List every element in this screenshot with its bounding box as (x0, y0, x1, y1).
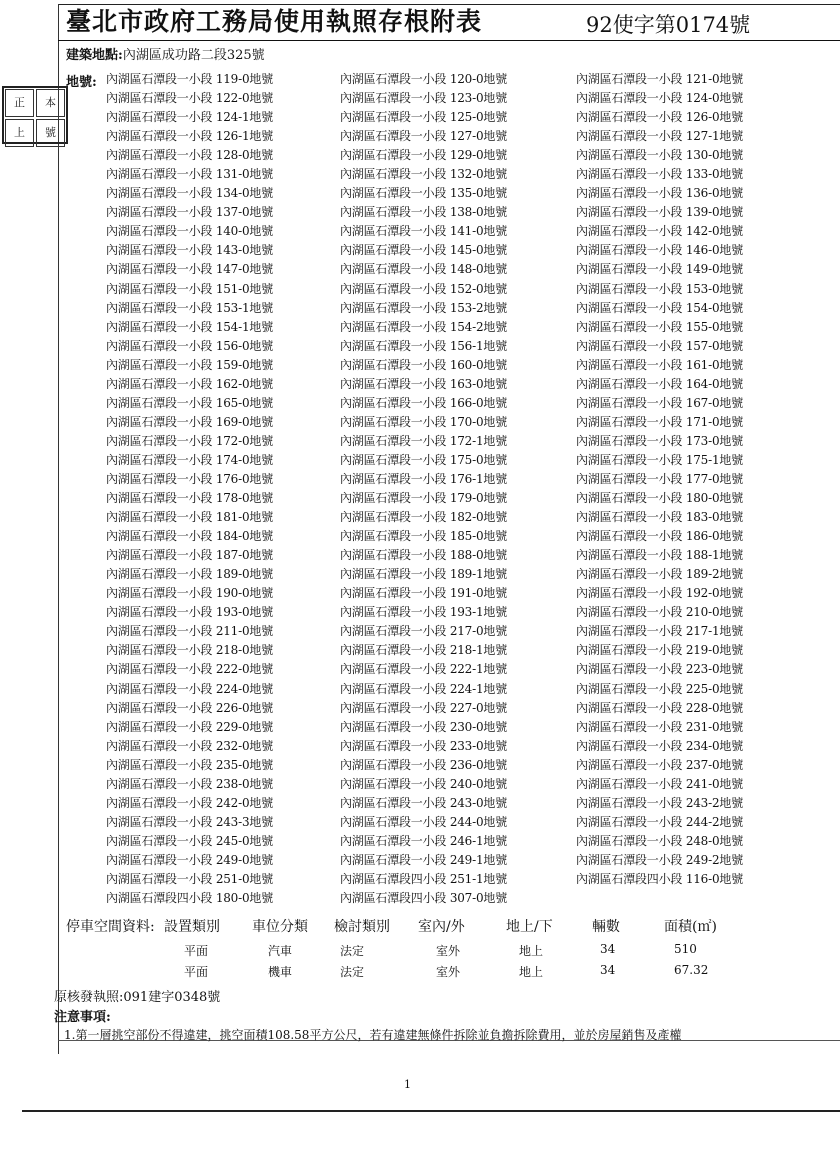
lot-entry: 內湖區石潭段一小段 132-0地號 (340, 167, 508, 182)
original-permit: 原核發執照:091建字0348號 (54, 990, 221, 1005)
lot-entry: 內湖區石潭段一小段 119-0地號 (106, 72, 274, 86)
parking-header: 輛數 (592, 919, 620, 935)
lot-entry: 內湖區石潭段一小段 129-0地號 (340, 148, 508, 163)
lot-entry: 內湖區石潭段一小段 217-1地號 (576, 624, 744, 639)
lot-entry: 內湖區石潭段一小段 210-0地號 (576, 605, 744, 620)
lot-entry: 內湖區石潭段四小段 180-0地號 (106, 891, 274, 906)
notes-title: 注意事項: (54, 1010, 111, 1025)
lot-entry: 內湖區石潭段一小段 183-0地號 (576, 510, 744, 525)
lot-entry: 內湖區石潭段一小段 218-1地號 (340, 643, 508, 658)
lot-entry: 內湖區石潭段一小段 153-1地號 (106, 300, 274, 315)
page-bottom-rule (22, 1110, 840, 1112)
lot-entry: 內湖區石潭段一小段 160-0地號 (340, 357, 508, 372)
lot-entry: 內湖區石潭段一小段 186-0地號 (576, 529, 744, 544)
lot-entry: 內湖區石潭段一小段 228-0地號 (576, 700, 744, 715)
lot-entry: 內湖區石潭段一小段 166-0地號 (340, 395, 508, 410)
lot-entry: 內湖區石潭段一小段 222-0地號 (106, 662, 274, 677)
lot-label: 地號: (66, 75, 97, 90)
lot-entry: 內湖區石潭段一小段 161-0地號 (576, 357, 744, 372)
lot-entry: 內湖區石潭段四小段 116-0地號 (576, 871, 744, 886)
parking-header: 檢討類別 (334, 919, 390, 935)
lot-entry: 內湖區石潭段一小段 165-0地號 (106, 395, 274, 410)
lot-entry: 內湖區石潭段一小段 187-0地號 (106, 548, 274, 563)
lot-entry: 內湖區石潭段一小段 127-0地號 (340, 129, 508, 144)
lot-entry: 內湖區石潭段一小段 136-0地號 (576, 186, 744, 201)
parking-header: 設置類別 (164, 919, 220, 935)
lot-entry: 內湖區石潭段一小段 156-1地號 (340, 338, 508, 353)
lot-entry: 內湖區石潭段一小段 189-0地號 (106, 567, 274, 582)
lot-entry: 內湖區石潭段一小段 179-0地號 (340, 491, 508, 506)
lot-entry: 內湖區石潭段一小段 180-0地號 (576, 491, 744, 506)
lot-entry: 內湖區石潭段一小段 248-0地號 (576, 833, 744, 848)
permit-number: 92使字第0174號 (586, 13, 751, 37)
building-address (66, 44, 265, 63)
parking-cell: 法定 (340, 944, 365, 958)
parking-header: 室內/外 (418, 919, 465, 935)
lot-entry: 內湖區石潭段一小段 243-0地號 (340, 795, 508, 810)
lot-entry: 內湖區石潭段一小段 244-2地號 (576, 814, 744, 829)
lot-entry: 內湖區石潭段一小段 190-0地號 (106, 586, 274, 601)
lot-entry: 內湖區石潭段一小段 148-0地號 (340, 262, 508, 277)
lot-entry: 內湖區石潭段一小段 175-1地號 (576, 452, 744, 467)
lot-entry: 內湖區石潭段一小段 170-0地號 (340, 414, 508, 429)
lot-column-2 (340, 70, 507, 908)
lot-entry: 內湖區石潭段一小段 175-0地號 (340, 452, 508, 467)
lot-entry: 內湖區石潭段一小段 218-0地號 (106, 643, 274, 658)
lot-entry: 內湖區石潭段一小段 134-0地號 (106, 186, 274, 201)
lot-entry: 內湖區石潭段一小段 153-2地號 (340, 300, 508, 315)
lot-entry: 內湖區石潭段一小段 125-0地號 (340, 110, 508, 125)
lot-entry: 內湖區石潭段一小段 249-1地號 (340, 852, 508, 867)
lot-entry: 內湖區石潭段一小段 135-0地號 (340, 186, 508, 201)
stamp-char: 本 (36, 89, 65, 117)
lot-entry: 內湖區石潭段一小段 138-0地號 (340, 205, 508, 220)
lot-entry: 內湖區石潭段一小段 153-0地號 (576, 281, 744, 296)
lot-entry: 內湖區石潭段一小段 176-0地號 (106, 471, 274, 486)
parking-cell: 法定 (340, 965, 365, 979)
lot-entry: 內湖區石潭段一小段 244-0地號 (340, 814, 508, 829)
lot-entry: 內湖區石潭段一小段 188-0地號 (340, 548, 508, 563)
lot-entry: 內湖區石潭段一小段 123-0地號 (340, 91, 508, 106)
lot-entry: 內湖區石潭段一小段 146-0地號 (576, 243, 744, 258)
lot-entry: 內湖區石潭段一小段 185-0地號 (340, 529, 508, 544)
lot-entry: 內湖區石潭段一小段 157-0地號 (576, 338, 744, 353)
lot-entry: 內湖區石潭段一小段 178-0地號 (106, 491, 274, 506)
lot-entry: 內湖區石潭段一小段 121-0地號 (576, 72, 744, 86)
lot-entry: 內湖區石潭段一小段 237-0地號 (576, 757, 744, 772)
lot-entry: 內湖區石潭段一小段 139-0地號 (576, 205, 744, 220)
lot-entry: 內湖區石潭段一小段 236-0地號 (340, 757, 508, 772)
lot-entry: 內湖區石潭段一小段 235-0地號 (106, 757, 274, 772)
lot-entry: 內湖區石潭段一小段 164-0地號 (576, 376, 744, 391)
parking-cell: 34 (600, 963, 616, 977)
lot-entry: 內湖區石潭段一小段 222-1地號 (340, 662, 508, 677)
lot-entry: 內湖區石潭段一小段 177-0地號 (576, 471, 744, 486)
lot-entry: 內湖區石潭段一小段 181-0地號 (106, 510, 274, 525)
document-title: 臺北市政府工務局使用執照存根附表 (66, 7, 483, 36)
lot-entry: 內湖區石潭段一小段 241-0地號 (576, 776, 744, 791)
lot-entry: 內湖區石潭段一小段 128-0地號 (106, 148, 274, 163)
parking-header: 地上/下 (506, 919, 553, 935)
lot-entry: 內湖區石潭段一小段 155-0地號 (576, 319, 744, 334)
parking-header: 車位分類 (252, 919, 308, 935)
lot-entry: 內湖區石潭段一小段 126-0地號 (576, 110, 744, 125)
lot-entry: 內湖區石潭段一小段 172-0地號 (106, 433, 274, 448)
frame-left-border (58, 4, 59, 1054)
stamp-char: 上 (5, 119, 34, 147)
lot-entry: 內湖區石潭段一小段 233-0地號 (340, 738, 508, 753)
lot-entry: 內湖區石潭段一小段 189-2地號 (576, 567, 744, 582)
lot-entry: 內湖區石潭段一小段 163-0地號 (340, 376, 508, 391)
lot-entry: 內湖區石潭段一小段 224-0地號 (106, 681, 274, 696)
parking-header: 面積(㎡) (664, 919, 717, 935)
lot-entry: 內湖區石潭段一小段 149-0地號 (576, 262, 744, 277)
lot-entry: 內湖區石潭段一小段 191-0地號 (340, 586, 508, 601)
lot-entry: 內湖區石潭段一小段 169-0地號 (106, 414, 274, 429)
lot-entry: 內湖區石潭段一小段 234-0地號 (576, 738, 744, 753)
lot-entry: 內湖區石潭段一小段 211-0地號 (106, 624, 274, 639)
lot-entry: 內湖區石潭段一小段 243-3地號 (106, 814, 274, 829)
stamp-char: 正 (5, 89, 34, 117)
lot-entry: 內湖區石潭段一小段 223-0地號 (576, 662, 744, 677)
lot-entry: 內湖區石潭段一小段 147-0地號 (106, 262, 274, 277)
lot-entry: 內湖區石潭段一小段 137-0地號 (106, 205, 274, 220)
parking-cell: 機車 (268, 965, 293, 979)
stamp-char: 號 (36, 119, 65, 147)
lot-column-1 (106, 70, 273, 908)
parking-cell: 汽車 (268, 944, 293, 958)
lot-entry: 內湖區石潭段一小段 246-1地號 (340, 833, 508, 848)
parking-cell: 平面 (184, 965, 209, 979)
page-number: 1 (404, 1078, 411, 1091)
address-value: 內湖區成功路二段325號 (122, 48, 265, 63)
lot-entry: 內湖區石潭段一小段 142-0地號 (576, 224, 744, 239)
lot-entry: 內湖區石潭段一小段 145-0地號 (340, 243, 508, 258)
lot-column-3 (576, 70, 743, 889)
lot-entry: 內湖區石潭段一小段 133-0地號 (576, 167, 744, 182)
lot-entry: 內湖區石潭段一小段 156-0地號 (106, 338, 274, 353)
parking-cell: 平面 (184, 944, 209, 958)
lot-entry: 內湖區石潭段一小段 122-0地號 (106, 91, 274, 106)
parking-cell: 室外 (436, 965, 461, 979)
lot-entry: 內湖區石潭段一小段 251-0地號 (106, 871, 274, 886)
lot-entry: 內湖區石潭段一小段 154-2地號 (340, 319, 508, 334)
lot-entry: 內湖區石潭段一小段 124-1地號 (106, 110, 274, 125)
lot-entry: 內湖區石潭段一小段 184-0地號 (106, 529, 274, 544)
lot-list (66, 70, 838, 910)
parking-cell: 34 (600, 942, 616, 956)
lot-entry: 內湖區石潭段一小段 152-0地號 (340, 281, 508, 296)
lot-entry: 內湖區石潭段一小段 249-0地號 (106, 852, 274, 867)
note-item: 1.第一層挑空部份不得違建，挑空面積108.58平方公尺，若有違建無條件拆除並負擔拆除費用，並於房屋銷售及產權 (64, 1028, 682, 1042)
parking-cell: 510 (674, 942, 697, 956)
lot-entry: 內湖區石潭段一小段 243-2地號 (576, 795, 744, 810)
lot-entry: 內湖區石潭段一小段 171-0地號 (576, 414, 744, 429)
lot-entry: 內湖區石潭段一小段 130-0地號 (576, 148, 744, 163)
lot-entry: 內湖區石潭段四小段 307-0地號 (340, 891, 508, 906)
lot-entry: 內湖區石潭段四小段 251-1地號 (340, 871, 508, 886)
lot-entry: 內湖區石潭段一小段 219-0地號 (576, 643, 744, 658)
parking-cell: 67.32 (674, 963, 709, 977)
lot-entry: 內湖區石潭段一小段 162-0地號 (106, 376, 274, 391)
lot-entry: 內湖區石潭段一小段 131-0地號 (106, 167, 274, 182)
lot-entry: 內湖區石潭段一小段 174-0地號 (106, 452, 274, 467)
lot-entry: 內湖區石潭段一小段 182-0地號 (340, 510, 508, 525)
lot-entry: 內湖區石潭段一小段 242-0地號 (106, 795, 274, 810)
lot-entry: 內湖區石潭段一小段 232-0地號 (106, 738, 274, 753)
title-divider (58, 40, 840, 41)
seal-stamp (2, 86, 68, 144)
lot-entry: 內湖區石潭段一小段 127-1地號 (576, 129, 744, 144)
lot-entry: 內湖區石潭段一小段 227-0地號 (340, 700, 508, 715)
lot-entry: 內湖區石潭段一小段 120-0地號 (340, 72, 508, 86)
parking-cell: 地上 (519, 965, 544, 979)
lot-entry: 內湖區石潭段一小段 126-1地號 (106, 129, 274, 144)
lot-entry: 內湖區石潭段一小段 176-1地號 (340, 471, 508, 486)
lot-entry: 內湖區石潭段一小段 225-0地號 (576, 681, 744, 696)
lot-entry: 內湖區石潭段一小段 143-0地號 (106, 243, 274, 258)
address-label: 建築地點: (66, 48, 123, 63)
lot-entry: 內湖區石潭段一小段 189-1地號 (340, 567, 508, 582)
lot-entry: 內湖區石潭段一小段 193-0地號 (106, 605, 274, 620)
lot-entry: 內湖區石潭段一小段 141-0地號 (340, 224, 508, 239)
lot-entry: 內湖區石潭段一小段 245-0地號 (106, 833, 274, 848)
lot-entry: 內湖區石潭段一小段 217-0地號 (340, 624, 508, 639)
lot-entry: 內湖區石潭段一小段 167-0地號 (576, 395, 744, 410)
lot-entry: 內湖區石潭段一小段 226-0地號 (106, 700, 274, 715)
lot-entry: 內湖區石潭段一小段 188-1地號 (576, 548, 744, 563)
parking-cell: 地上 (519, 944, 544, 958)
lot-entry: 內湖區石潭段一小段 192-0地號 (576, 586, 744, 601)
lot-entry: 內湖區石潭段一小段 230-0地號 (340, 719, 508, 734)
lot-entry: 內湖區石潭段一小段 151-0地號 (106, 281, 274, 296)
parking-label: 停車空間資料: (66, 919, 155, 935)
lot-entry: 內湖區石潭段一小段 240-0地號 (340, 776, 508, 791)
lot-entry: 內湖區石潭段一小段 154-0地號 (576, 300, 744, 315)
lot-entry: 內湖區石潭段一小段 159-0地號 (106, 357, 274, 372)
lot-entry: 內湖區石潭段一小段 224-1地號 (340, 681, 508, 696)
lot-entry: 內湖區石潭段一小段 172-1地號 (340, 433, 508, 448)
lot-entry: 內湖區石潭段一小段 124-0地號 (576, 91, 744, 106)
lot-entry: 內湖區石潭段一小段 238-0地號 (106, 776, 274, 791)
lot-entry: 內湖區石潭段一小段 154-1地號 (106, 319, 274, 334)
lot-entry: 內湖區石潭段一小段 173-0地號 (576, 433, 744, 448)
lot-entry: 內湖區石潭段一小段 229-0地號 (106, 719, 274, 734)
lot-entry: 內湖區石潭段一小段 249-2地號 (576, 852, 744, 867)
lot-entry: 內湖區石潭段一小段 140-0地號 (106, 224, 274, 239)
parking-cell: 室外 (436, 944, 461, 958)
lot-entry: 內湖區石潭段一小段 231-0地號 (576, 719, 744, 734)
lot-entry: 內湖區石潭段一小段 193-1地號 (340, 605, 508, 620)
